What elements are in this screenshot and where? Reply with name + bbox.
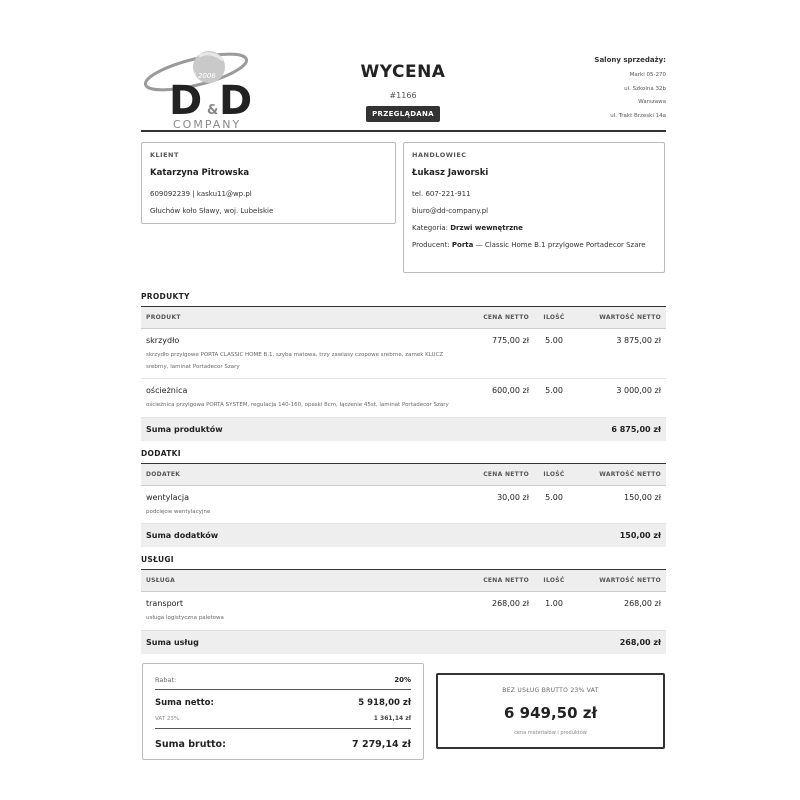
column-header: CENA NETTO <box>466 464 534 486</box>
item-price: 30,00 zł <box>466 485 534 524</box>
table-row <box>141 485 666 524</box>
brutto-value: 7 279,14 zł <box>352 738 411 750</box>
column-header: CENA NETTO <box>466 570 534 592</box>
column-header: ILOŚĆ <box>534 570 574 592</box>
netto-label: Suma netto: <box>155 697 214 708</box>
totals-box <box>142 663 424 760</box>
item-quantity: 5.00 <box>534 485 574 524</box>
logo-since-text: od 2006 <box>187 72 216 80</box>
products-section <box>141 292 666 441</box>
category-value: Drzwi wewnętrzne <box>450 224 523 232</box>
svg-text:D: D <box>169 78 201 124</box>
seller-label: HANDLOWIEC <box>412 151 467 159</box>
item-description: skrzydło przylgowe PORTA CLASSIC HOME B.1, szyba matowa, trzy zawiasy czopowe srebrne, zamek KLUCZ srebrny, laminat Portadecor Szary <box>146 352 444 370</box>
item-cell <box>141 379 466 418</box>
summary-value: 6 949,50 zł <box>503 703 598 722</box>
section-title: DODATKI <box>141 449 666 464</box>
quote-document <box>141 40 666 763</box>
subtotal-row <box>141 524 666 548</box>
seller-producer <box>412 237 656 254</box>
summary-note: cena materiałów i produktów <box>514 729 587 736</box>
category-label: Kategoria: <box>412 224 451 232</box>
column-header: USŁUGA <box>141 570 466 592</box>
store-line: Warszawa <box>638 99 666 105</box>
producer-rest: — Classic Home B.1 przylgowe Portadecor Szare <box>473 241 646 249</box>
item-value: 268,00 zł <box>574 592 666 631</box>
store-line: Marki 05-270 <box>629 72 666 78</box>
services-table <box>141 570 666 654</box>
discount-label: Rabat: <box>155 675 177 684</box>
table-header-row <box>141 307 666 329</box>
addons-section <box>141 449 666 548</box>
page-title: WYCENA <box>360 62 446 82</box>
table-header-row <box>141 464 666 486</box>
item-price: 775,00 zł <box>466 329 534 379</box>
item-cell <box>141 329 466 379</box>
totals-area <box>141 663 666 763</box>
vat-row <box>155 712 411 729</box>
item-cell <box>141 592 466 631</box>
subtotal-label: Suma produktów <box>141 417 574 441</box>
netto-value: 5 918,00 zł <box>358 697 411 708</box>
vat-label: VAT 23%: <box>155 715 181 722</box>
column-header: WARTOŚĆ NETTO <box>574 570 666 592</box>
item-quantity: 1.00 <box>534 592 574 631</box>
status-badge: PRZEGLĄDANA <box>366 106 440 122</box>
client-card <box>141 142 396 224</box>
client-name: Katarzyna Pitrowska <box>150 168 250 178</box>
table-row <box>141 329 666 379</box>
column-header: PRODUKT <box>141 307 466 329</box>
item-quantity: 5.00 <box>534 329 574 379</box>
subtotal-row <box>141 630 666 654</box>
column-header: CENA NETTO <box>466 307 534 329</box>
svg-text:&: & <box>207 103 219 118</box>
item-description: podcięcie wentylacyjne <box>146 508 211 515</box>
producer-value: Porta <box>451 241 474 249</box>
store-line: ul. Trakt Brzeski 14a <box>610 112 666 119</box>
item-value: 3 000,00 zł <box>574 379 666 418</box>
table-row <box>141 379 666 418</box>
store-line: ul. Szkolna 32b <box>624 85 666 92</box>
subtotal-row <box>141 417 666 441</box>
item-price: 600,00 zł <box>466 379 534 418</box>
seller-card <box>403 142 665 273</box>
subtotal-label: Suma dodatków <box>141 524 574 548</box>
table-header-row <box>141 570 666 592</box>
stores-info <box>594 56 666 123</box>
summary-label: BEZ USŁUG BRUTTO 23% VAT <box>502 686 599 694</box>
subtotal-value: 150,00 zł <box>574 524 666 548</box>
column-header: WARTOŚĆ NETTO <box>574 307 666 329</box>
seller-email: biuro@dd-company.pl <box>412 207 489 215</box>
addons-table <box>141 464 666 548</box>
brutto-label: Suma brutto: <box>155 738 226 750</box>
company-logo <box>141 42 266 130</box>
netto-row <box>155 690 411 712</box>
item-description: ościeżnica przylgowa PORTA SYSTEM, regulacja 140-160, opaski 8cm, łączenie 45st, laminat Portadecor Szary <box>146 402 449 408</box>
logo-company-text: COMPANY <box>173 118 242 130</box>
column-header: ILOŚĆ <box>534 307 574 329</box>
item-quantity: 5.00 <box>534 379 574 418</box>
seller-name: Łukasz Jaworski <box>412 168 489 178</box>
client-label: KLIENT <box>150 151 179 159</box>
discount-value: 20% <box>394 675 411 684</box>
client-contact: 609092239 | kasku11@wp.pl <box>150 190 252 198</box>
column-header: ILOŚĆ <box>534 464 574 486</box>
subtotal-value: 268,00 zł <box>574 630 666 654</box>
svg-text:D: D <box>219 78 253 124</box>
producer-label: Producent: <box>412 241 452 249</box>
subtotal-value: 6 875,00 zł <box>574 417 666 441</box>
item-name: transport <box>146 599 183 608</box>
item-name: ościeżnica <box>146 386 188 395</box>
item-cell <box>141 485 466 524</box>
table-row <box>141 592 666 631</box>
summary-box <box>436 673 665 749</box>
seller-category <box>412 220 656 237</box>
column-header: DODATEK <box>141 464 466 486</box>
item-name: skrzydło <box>146 336 180 345</box>
section-title: PRODUKTY <box>141 292 666 307</box>
vat-value: 1 361,14 zł <box>373 714 411 722</box>
parties <box>141 142 666 274</box>
item-value: 3 875,00 zł <box>574 329 666 379</box>
products-table <box>141 307 666 441</box>
title-block <box>341 62 465 122</box>
item-value: 150,00 zł <box>574 485 666 524</box>
seller-phone: tel. 607-221-911 <box>412 190 471 198</box>
item-description: usługa logistyczna paletowa <box>146 615 224 621</box>
client-address: Głuchów koło Sławy, woj. Lubelskie <box>150 207 274 215</box>
services-section <box>141 555 666 654</box>
quote-number: #1166 <box>389 91 417 100</box>
item-name: wentylacja <box>146 492 190 502</box>
document-header <box>141 40 666 132</box>
brutto-row <box>155 729 411 750</box>
subtotal-label: Suma usług <box>141 630 574 654</box>
column-header: WARTOŚĆ NETTO <box>574 464 666 486</box>
stores-title: Salony sprzedaży: <box>594 56 666 64</box>
discount-row <box>155 672 411 690</box>
item-price: 268,00 zł <box>466 592 534 631</box>
section-title: USŁUGI <box>141 555 666 570</box>
